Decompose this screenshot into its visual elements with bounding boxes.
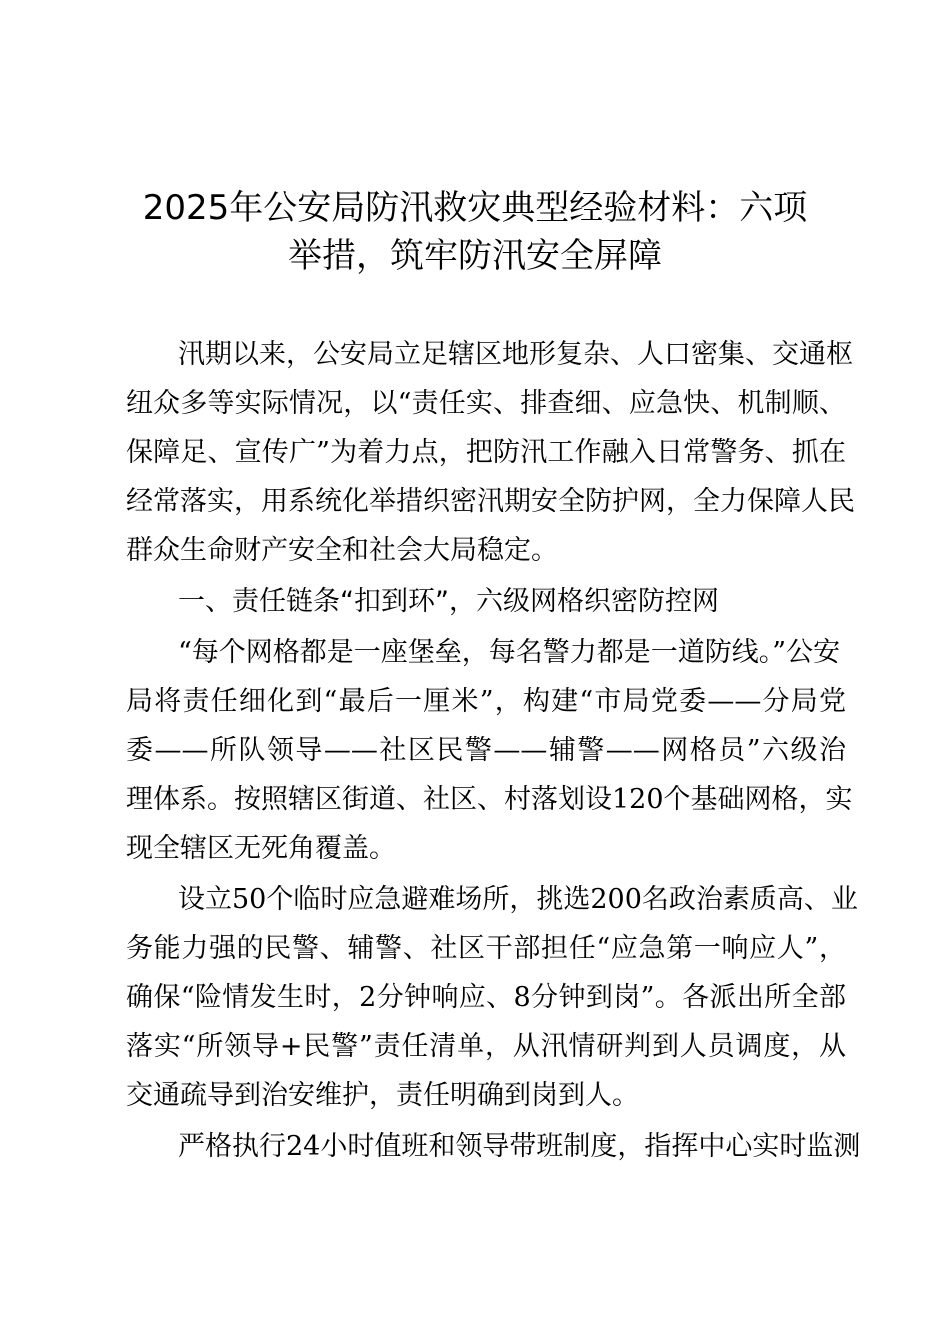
paragraph-line: 委——所队领导——社区民警——辅警——网格员”六级治 [126, 735, 846, 766]
paragraph-line: 汛期以来，公安局立足辖区地形复杂、人口密集、交通枢 [178, 339, 853, 370]
paragraph-line: 确保“险情发生时，2分钟响应、8分钟到岗”。各派出所全部 [126, 982, 846, 1013]
paragraph-line: 理体系。按照辖区街道、社区、村落划设120个基础网格，实 [126, 784, 853, 815]
paragraph-line: 经常落实，用系统化举措织密汛期安全防护网，全力保障人民 [126, 486, 855, 517]
paragraph-line: 保障足、宣传广”为着力点，把防汛工作融入日常警务、抓在 [126, 437, 846, 468]
paragraph-line: 局将责任细化到“最后一厘米”，构建“市局党委——分局党 [126, 686, 846, 717]
document-title-line-2: 举措，筑牢防汛安全屏障 [288, 236, 662, 276]
paragraph-line: 严格执行24小时值班和领导带班制度，指挥中心实时监测 [178, 1131, 861, 1162]
paragraph-line: 交通疏导到治安维护，责任明确到岗到人。 [126, 1080, 639, 1111]
paragraph-line: 纽众多等实际情况，以“责任实、排查细、应急快、机制顺、 [126, 388, 846, 419]
paragraph-line: 群众生命财产安全和社会大局稳定。 [126, 535, 558, 566]
document-title-line-1: 2025年公安局防汛救灾典型经验材料：六项 [142, 188, 808, 228]
paragraph-line: 务能力强的民警、辅警、社区干部担任“应急第一响应人”， [126, 933, 846, 964]
paragraph-line: 现全辖区无死角覆盖。 [126, 833, 396, 864]
paragraph-line: 设立50个临时应急避难场所，挑选200名政治素质高、业 [178, 884, 858, 915]
section-heading: 一、责任链条“扣到环”，六级网格织密防控网 [178, 586, 719, 617]
paragraph-line: 落实“所领导+民警”责任清单，从汛情研判到人员调度，从 [126, 1031, 846, 1062]
paragraph-line: “每个网格都是一座堡垒，每名警力都是一道防线。”公安 [178, 637, 841, 668]
